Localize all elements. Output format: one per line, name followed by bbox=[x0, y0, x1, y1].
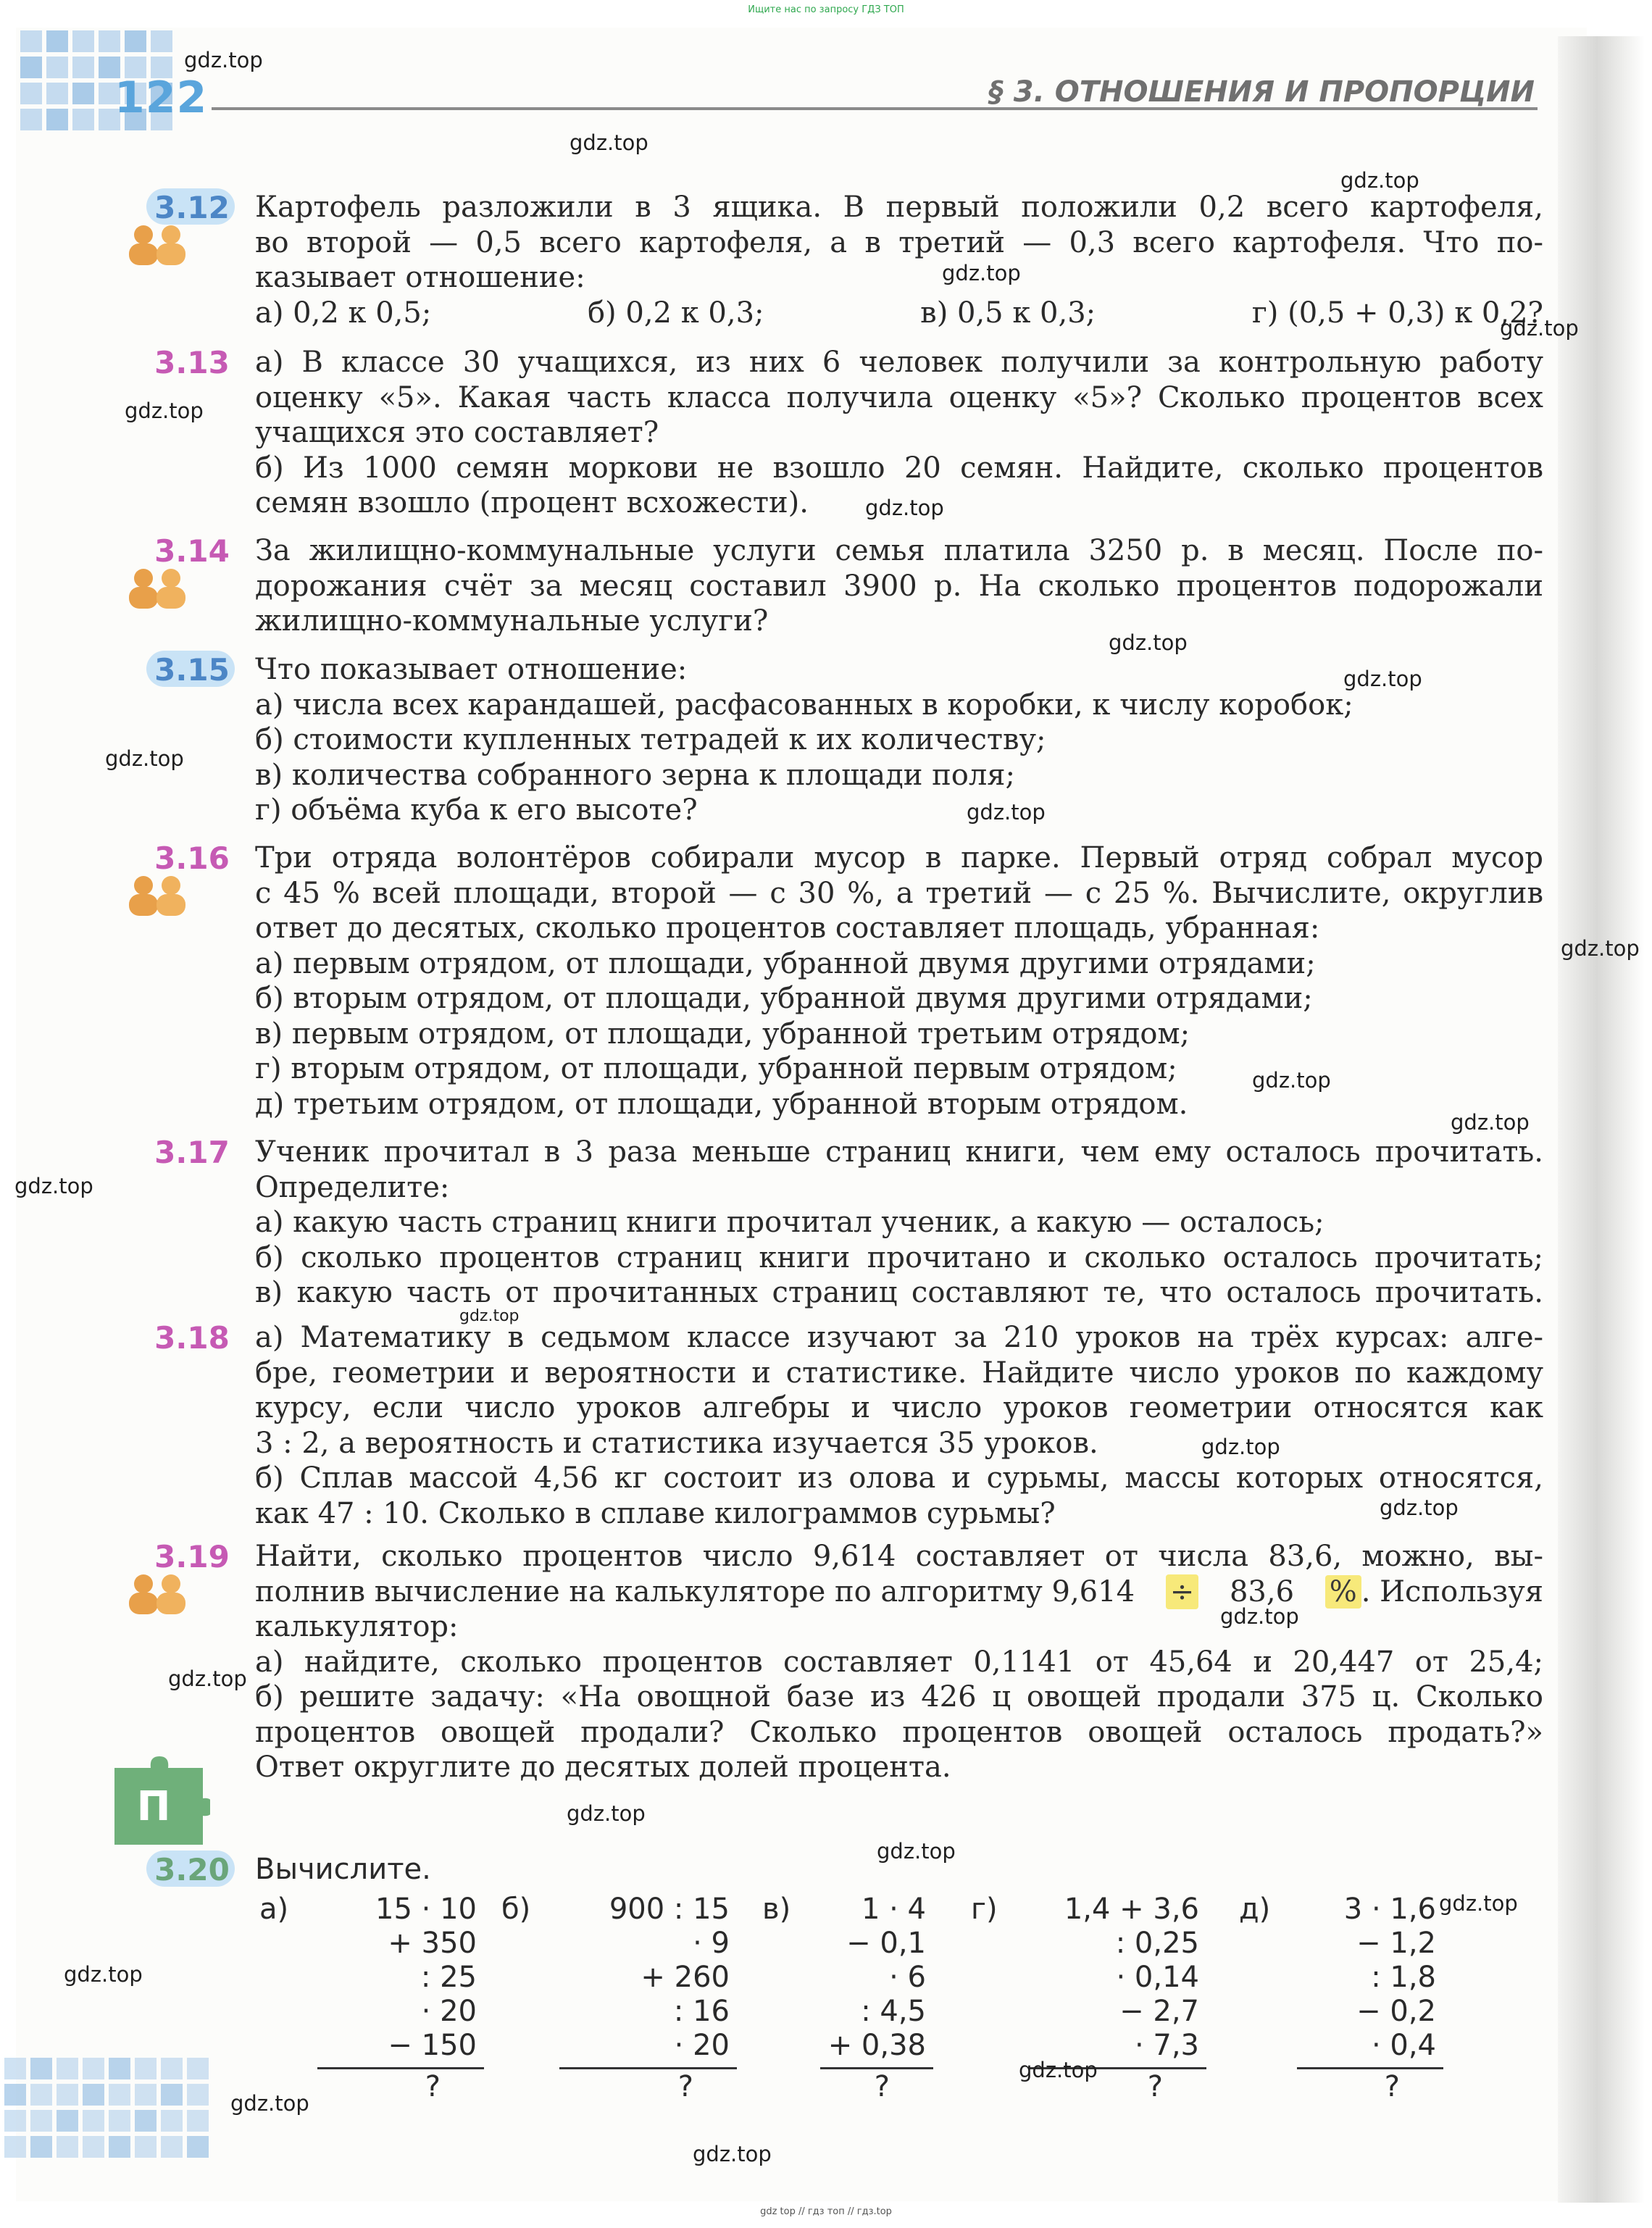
calc-step: − 0,2 bbox=[1356, 1995, 1436, 2028]
calc-step: + 350 bbox=[388, 1927, 477, 1960]
calculator-divide-key: ÷ bbox=[1166, 1574, 1199, 1610]
calc-step: − 150 bbox=[388, 2029, 477, 2062]
watermark-label: gdz.top bbox=[942, 261, 1021, 285]
watermark-label: gdz.top bbox=[1343, 667, 1422, 691]
watermark-label: gdz.top bbox=[1451, 1110, 1530, 1135]
watermark-label: gdz.top bbox=[1201, 1435, 1280, 1459]
corner-tiles-bottom bbox=[4, 2058, 209, 2158]
watermark-label: gdz.top bbox=[1380, 1495, 1459, 1520]
problem-text: Три отряда волонтёров собирали мусор в парке. Первый отряд собрал мусор с 45 % всей площади, второй — с 30 %, а третий — с 25 %. Вычислите, округлив ответ до десятых, сколько процентов составляет площадь, убранная: а) первым отрядом, от площади, убранной двумя другими отрядами; б) вторым отрядом, от площади, убранной двумя другими отрядами; в) первым отрядом, от площади, убранной третьим отрядом; г) вторым отрядом, от площади, убранной первым отрядом; д) третьим отрядом, от площади, убранной вторым отрядом. bbox=[255, 841, 1543, 1121]
calc-step: 15 · 10 bbox=[375, 1893, 477, 1926]
problem-3-14 bbox=[152, 533, 1543, 639]
watermark-label: gdz.top bbox=[1439, 1891, 1518, 1916]
calc-result: ? bbox=[1147, 2070, 1163, 2103]
problem-3-16 bbox=[152, 840, 1543, 1122]
watermark-label: gdz.top bbox=[1019, 2058, 1098, 2082]
problem-number: 3.12 bbox=[154, 190, 230, 225]
problem-3-13 bbox=[152, 345, 1543, 521]
calc-step: 1 · 4 bbox=[861, 1893, 926, 1926]
calc-step: − 0,1 bbox=[846, 1927, 926, 1960]
problem-number: 3.20 bbox=[154, 1852, 230, 1887]
watermark-label: gdz.top bbox=[230, 2091, 309, 2116]
result-line bbox=[559, 2067, 737, 2069]
calc-step: : 4,5 bbox=[861, 1995, 926, 2028]
calc-step: · 20 bbox=[421, 1995, 477, 2028]
watermark-label: gdz.top bbox=[693, 2142, 772, 2166]
problem-text: За жилищно-коммунальные услуги семья платила 3250 р. в месяц. После по- дорожания счёт за месяц составил 3900 р. На сколько процентов подорожали жилищно-коммунальные услуги? bbox=[255, 534, 1543, 638]
watermark-label: gdz.top bbox=[967, 800, 1046, 825]
problem-3-19 bbox=[152, 1539, 1543, 1785]
calc-result: ? bbox=[874, 2070, 890, 2103]
pair-work-icon bbox=[122, 1572, 194, 1616]
problem-text: Картофель разложили в 3 ящика. В первый положили 0,2 всего картофеля, во второй — 0,5 всего картофеля, а в третий — 0,3 всего картофеля. Что по- казывает отношение: а) 0,2 к 0,5; б) 0,2 к 0,3; в) 0,5 к 0,3; г) (0,5 + 0,3) к 0,2? bbox=[255, 191, 1543, 330]
calc-step: 900 : 15 bbox=[609, 1893, 730, 1926]
calc-step: · 20 bbox=[674, 2029, 730, 2062]
calc-step: − 2,7 bbox=[1119, 1995, 1199, 2028]
calc-step: : 0,25 bbox=[1115, 1927, 1199, 1960]
problem-number: 3.13 bbox=[154, 345, 230, 380]
watermark-label: gdz.top bbox=[168, 1666, 247, 1691]
calc-step: + 260 bbox=[641, 1961, 730, 1994]
calc-step: · 6 bbox=[889, 1961, 926, 1994]
page-number: 122 bbox=[114, 72, 208, 123]
calc-step: : 25 bbox=[420, 1961, 477, 1994]
calc-column-label: г) bbox=[971, 1893, 998, 1926]
section-title: § 3. ОТНОШЕНИЯ И ПРОПОРЦИИ bbox=[988, 75, 1535, 109]
watermark-label: gdz.top bbox=[877, 1839, 956, 1864]
search-hint: Ищите нас по запросу ГДЗ ТОП bbox=[748, 4, 904, 15]
watermark-label: gdz.top bbox=[567, 1801, 646, 1826]
calc-column-label: б) bbox=[501, 1893, 531, 1926]
calc-step: : 1,8 bbox=[1371, 1961, 1436, 1994]
calc-step: + 0,38 bbox=[827, 2029, 926, 2062]
calc-step: : 16 bbox=[673, 1995, 730, 2028]
pair-work-icon bbox=[122, 874, 194, 917]
watermark-label: gdz.top bbox=[105, 746, 184, 771]
book-spine-shadow bbox=[1558, 36, 1645, 2203]
puzzle-letter: П bbox=[136, 1783, 171, 1830]
calc-step: − 1,2 bbox=[1356, 1927, 1436, 1960]
calc-step: · 7,3 bbox=[1134, 2029, 1199, 2062]
problem-text: Что показывает отношение: а) числа всех карандашей, расфасованных в коробки, к числу коробок; б) стоимости купленных тетрадей к их количеству; в) количества собранного зерна к площади поля; г) объёма куба к его высоте? bbox=[255, 653, 1353, 827]
problem-number: 3.17 bbox=[154, 1135, 230, 1170]
calc-column-label: а) bbox=[259, 1893, 289, 1926]
watermark-label: gdz.top bbox=[1500, 316, 1579, 341]
calc-step: 1,4 + 3,6 bbox=[1064, 1893, 1199, 1926]
watermark-label: gdz.top bbox=[1109, 630, 1188, 655]
watermark-label: gdz.top bbox=[1220, 1604, 1299, 1629]
calc-result: ? bbox=[425, 2070, 441, 2103]
problem-number: 3.15 bbox=[154, 652, 230, 688]
calc-column-label: д) bbox=[1239, 1893, 1271, 1926]
watermark-label: gdz.top bbox=[14, 1174, 93, 1198]
problem-number: 3.18 bbox=[154, 1320, 230, 1356]
calc-column-label: в) bbox=[762, 1893, 791, 1926]
problem-text: а) В классе 30 учащихся, из них 6 человек получили за контрольную работу оценку «5». Какая часть класса получила оценку «5»? Сколько процентов всех учащихся это составляет? б) Из 1000 семян моркови не взошло 20 семян. Найдите, сколько процентов семян взошло (процент всхожести). bbox=[255, 346, 1543, 520]
calc-result: ? bbox=[677, 2070, 693, 2103]
calc-result: ? bbox=[1384, 2070, 1400, 2103]
puzzle-icon bbox=[107, 1753, 210, 1848]
calculator-line: полнив вычисление на калькуляторе по алгоритму 9,614 ÷ 83,6 % . Используя bbox=[255, 1574, 1543, 1609]
problem-text: Ученик прочитал в 3 раза меньше страниц книги, чем ему осталось прочитать. Определите: а) какую часть страниц книги прочитал ученик, а какую — осталось; б) сколько процентов страниц книги прочитано и сколько осталось прочитать; в) какую часть от прочитанных страниц составляют те, что осталось прочитать. bbox=[255, 1135, 1543, 1309]
problem-number: 3.14 bbox=[154, 533, 230, 569]
watermark-label: gdz.top bbox=[1561, 936, 1640, 961]
problem-text: а) Математику в седьмом классе изучают за 210 уроков на трёх курсах: алге- бре, геометрии и вероятности и статистике. Найдите число уроков по каждому курсу, если число уроков алгебры и число уроков геометрии относятся как 3 : 2, а вероятность и статистика изучается 35 уроков. б) Сплав массой 4,56 кг состоит из олова и сурьмы, массы которых относятся, как 47 : 10. Сколько в сплаве килограммов сурьмы? bbox=[255, 1321, 1543, 1530]
problem-3-15 bbox=[152, 652, 1543, 828]
result-line bbox=[820, 2067, 933, 2069]
footer-note: gdz top // гдз топ // гдз.top bbox=[760, 2206, 892, 2217]
watermark-label: gdz.top bbox=[184, 48, 263, 72]
pair-work-icon bbox=[122, 223, 194, 267]
watermark-label: gdz.top bbox=[865, 496, 944, 520]
pair-work-icon bbox=[122, 567, 194, 610]
problem-3-20 bbox=[152, 1852, 1543, 1887]
watermark-label: gdz.top bbox=[459, 1307, 520, 1325]
calc-step: · 9 bbox=[693, 1927, 730, 1960]
result-line bbox=[1297, 2067, 1443, 2069]
problem-number: 3.16 bbox=[154, 840, 230, 876]
problem-3-12 bbox=[152, 190, 1543, 330]
problem-title: Вычислите. bbox=[255, 1853, 431, 1886]
calculator-percent-key: % bbox=[1325, 1575, 1361, 1609]
calc-step: · 0,4 bbox=[1371, 2029, 1436, 2062]
calc-step: 3 · 1,6 bbox=[1343, 1893, 1436, 1926]
options-row: а) 0,2 к 0,5; б) 0,2 к 0,3; в) 0,5 к 0,3; г) (0,5 + 0,3) к 0,2? bbox=[255, 296, 1543, 330]
watermark-label: gdz.top bbox=[570, 130, 648, 155]
watermark-label: gdz.top bbox=[1340, 168, 1419, 193]
watermark-label: gdz.top bbox=[125, 399, 204, 423]
problem-text: Найти, сколько процентов число 9,614 составляет от числа 83,6, можно, вы- полнив вычисление на калькуляторе по алгоритму 9,614 ÷ 83,6 % . Используя калькулятор: а) найдите, сколько процентов составляет 0,1141 от 45,64 и 20,447 от 25,4; б) решите задачу: «На овощной базе из 426 ц овощей продали 375 ц. Сколько процентов овощей продали? Сколько процентов овощей осталось продать?» Ответ округлите до десятых долей процента. bbox=[255, 1540, 1543, 1784]
watermark-label: gdz.top bbox=[1252, 1068, 1331, 1093]
result-line bbox=[317, 2067, 484, 2069]
calc-step: · 0,14 bbox=[1116, 1961, 1199, 1994]
problem-number: 3.19 bbox=[154, 1539, 230, 1574]
problem-3-17 bbox=[152, 1135, 1543, 1311]
watermark-label: gdz.top bbox=[64, 1962, 143, 1987]
problem-3-18 bbox=[152, 1320, 1543, 1531]
